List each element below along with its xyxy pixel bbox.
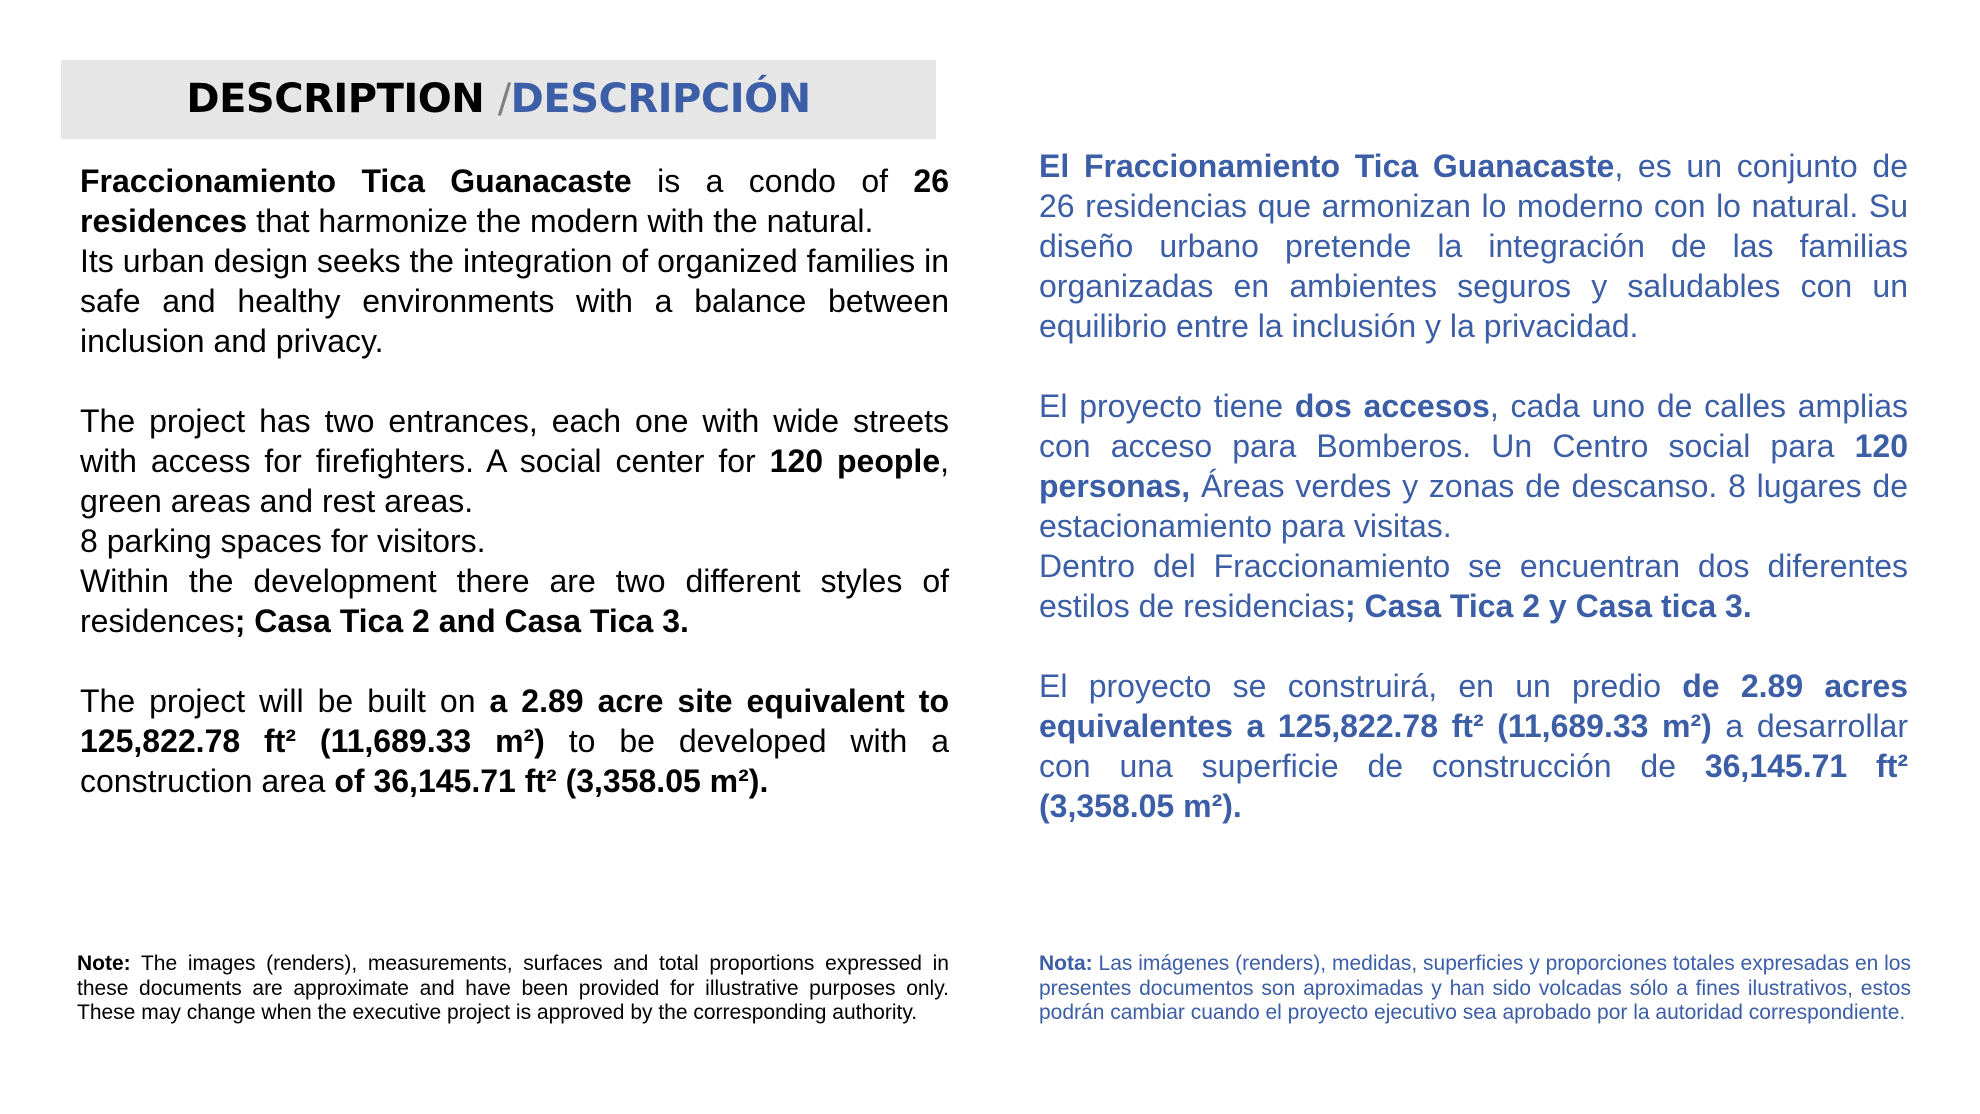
english-note-label: Note: [77,952,131,975]
spanish-styles-bold: ; Casa Tica 2 y Casa tica 3. [1344,588,1752,624]
english-intro-text-2: that harmonize the modern with the natural. [247,203,874,239]
spanish-paragraph-accesses [1039,386,1926,546]
spanish-accesses-bold-1: dos accesos [1294,388,1490,424]
english-site-text-1: The project will be built on [80,683,490,719]
english-intro-text-1: is a condo of [631,163,914,199]
title-spanish: DESCRIPCIÓN [510,76,811,122]
english-styles-bold: ; Casa Tica 2 and Casa Tica 3. [234,603,689,639]
english-site-bold-2: of 36,145.71 ft² (3,358.05 m²). [334,763,769,799]
english-paragraph-site [80,681,949,801]
english-note [77,952,949,1026]
spanish-paragraph-styles [1039,546,1908,626]
english-paragraph-entrances [80,401,949,521]
spanish-accesses-text-3: Áreas verdes y zonas de descanso. 8 lugares de estacionamiento para visitas. [1039,468,1908,544]
english-description [80,161,949,801]
page-title [61,60,936,139]
spanish-accesses-bold-2: 120 personas, [1039,428,1926,504]
spanish-accesses-text-1: El proyecto tiene [1039,388,1295,424]
spanish-note-text: Las imágenes (renders), medidas, superficies y proporciones totales expresadas en los presentes documentos son aproximadas y han sido volcadas sólo a fines ilustrativos, estos podrán cambiar cuando el proyecto ejecutivo sea aprobado por la autoridad correspondiente. [1039,952,1911,1024]
spanish-accesses-text-2: , cada uno de calles amplias con acceso para Bomberos. Un Centro social para [1039,388,1909,464]
spanish-site-text-2: a desarrollar con una superficie de construcción de [1039,708,1909,784]
spanish-site-text-1: El proyecto se construirá, en un predio [1039,668,1683,704]
english-entrances-text-1: The project has two entrances, each one with wide streets with access for firefighters. A social center for [80,403,949,479]
title-english: DESCRIPTION [186,76,485,122]
english-paragraph-styles [80,561,949,641]
spanish-styles-text: Dentro del Fraccionamiento se encuentran dos diferentes estilos de residencias [1039,548,1908,624]
english-intro-bold-2: 26 residences [80,163,950,239]
spanish-site-bold-1: de 2.89 acres equivalentes a 125,822.78 ft² (11,689.33 m²) [1039,668,1909,744]
english-intro-bold-1: Fraccionamiento Tica Guanacaste [80,163,632,199]
spanish-paragraph-site [1039,666,1908,826]
english-styles-text: Within the development there are two different styles of residences [80,563,949,639]
spanish-note [1039,952,1911,1026]
spanish-description [1039,146,1926,826]
english-paragraph-intro [80,161,949,241]
english-entrances-text-2: , green areas and rest areas. [80,443,950,519]
spanish-site-bold-2: 36,145.71 ft² (3,358.05 m²). [1039,748,1908,824]
spanish-note-label: Nota: [1039,952,1093,975]
spanish-intro-bold: El Fraccionamiento Tica Guanacaste [1039,148,1615,184]
spanish-intro-text: , es un conjunto de 26 residencias que armonizan lo moderno con lo natural. Su diseño urbano pretende la integración de las familias organizadas en ambientes seguros y saludables con un equilibrio entre la inclusión y la privacidad. [1039,148,1909,344]
english-note-text: The images (renders), measurements, surfaces and total proportions expressed in these documents are approximate and have been provided for illustrative purposes only. These may change when the executive project is approved by the corresponding authority. [77,952,949,1024]
spanish-paragraph-intro [1039,146,1908,346]
english-entrances-bold: 120 people [769,443,941,479]
english-site-text-2: to be developed with a construction area [80,723,950,799]
english-paragraph-parking: 8 parking spaces for visitors. [80,523,486,559]
english-site-bold-1: a 2.89 acre site equivalent to 125,822.78 ft² (11,689.33 m²) [80,683,950,759]
english-paragraph-design: Its urban design seeks the integration of organized families in safe and healthy environments with a balance between inclusion and privacy. [80,243,949,359]
title-slash: / [497,76,511,122]
